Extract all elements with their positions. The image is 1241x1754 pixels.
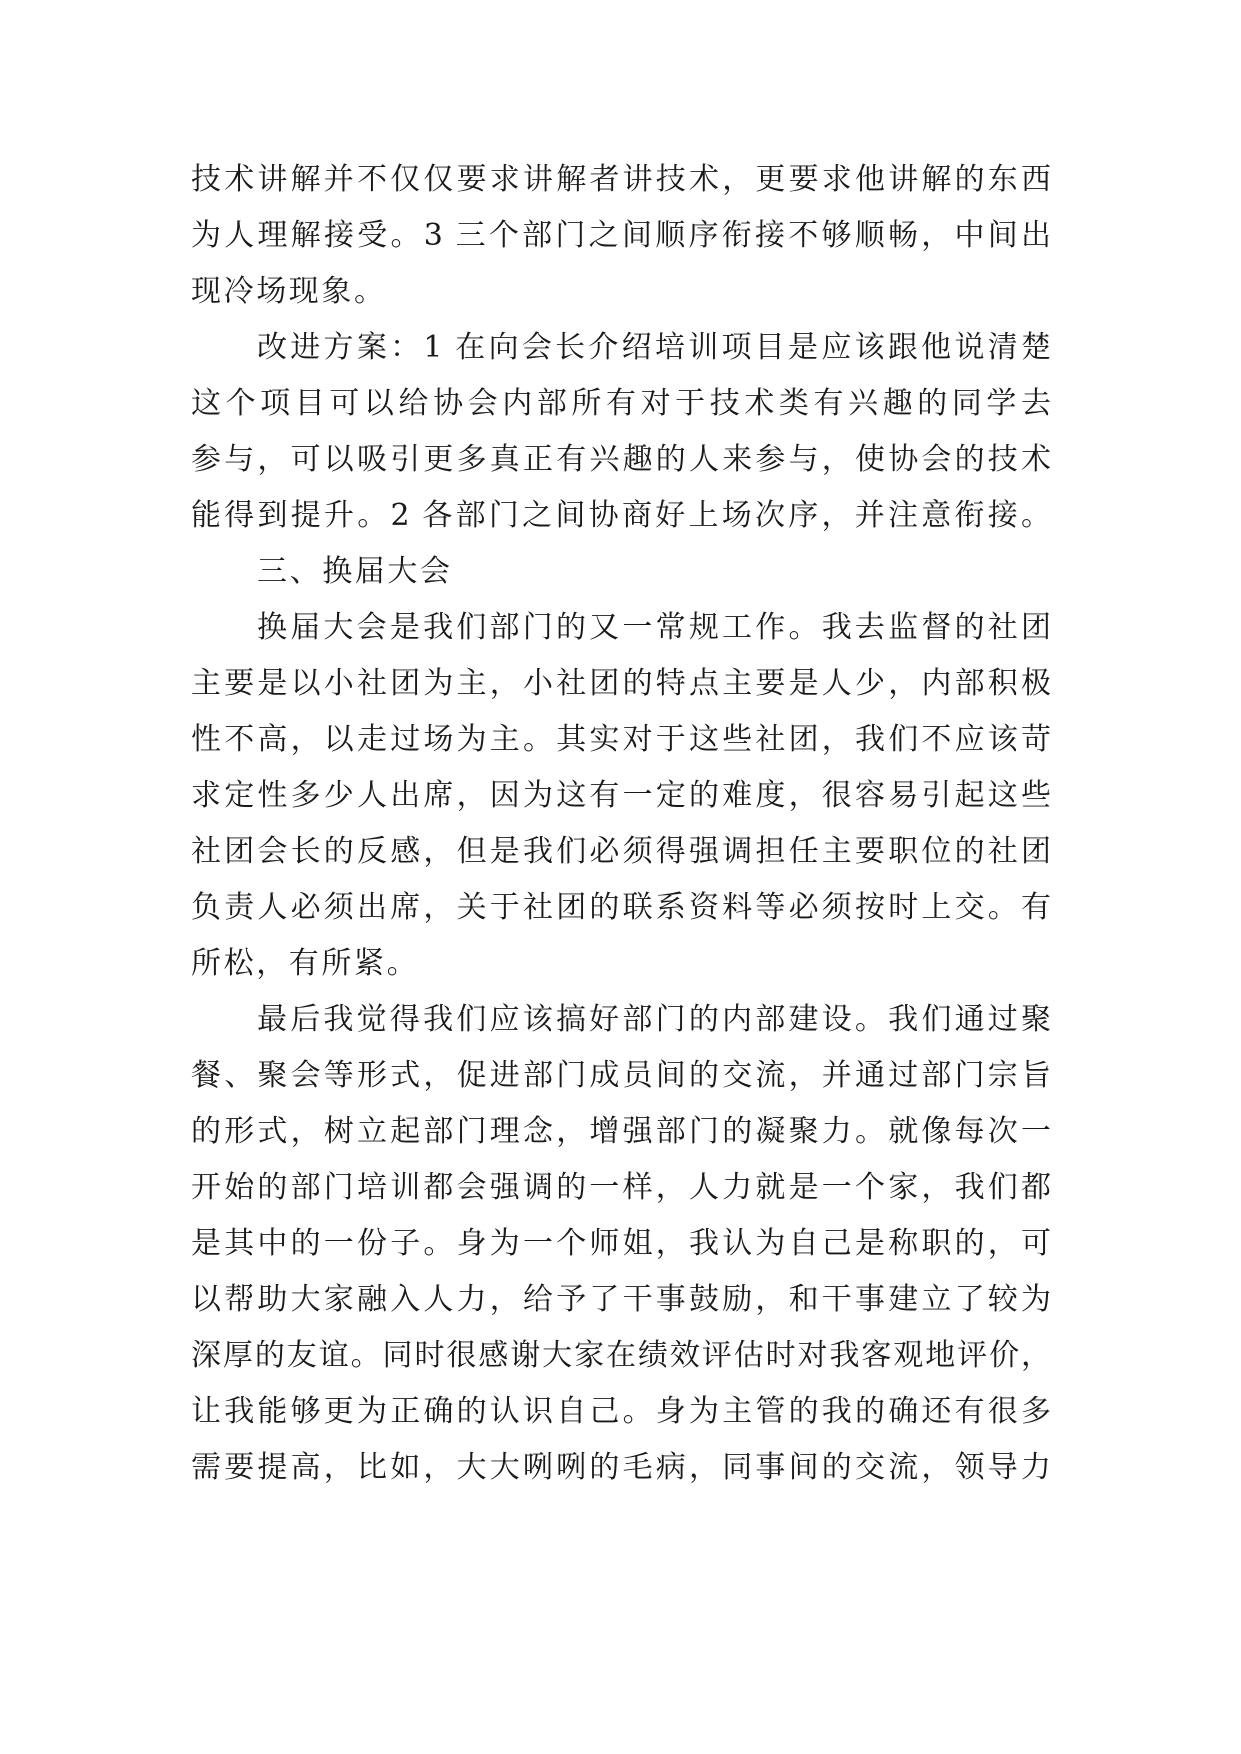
body-text: [191, 152, 1051, 1496]
paragraph-improvement-plan: [191, 320, 1051, 544]
text-line: 的形式，树立起部门理念，增强部门的凝聚力。就像每次一: [191, 1114, 1051, 1149]
text-line: 改进方案：1 在向会长介绍培训项目是应该跟他说清楚: [257, 330, 1051, 365]
text-line: 需要提高，比如，大大咧咧的毛病，同事间的交流，领导力: [191, 1450, 1051, 1485]
text-line: 为人理解接受。3 三个部门之间顺序衔接不够顺畅，中间出: [191, 218, 1051, 253]
paragraph-technical-explanation: [191, 152, 1051, 320]
text-line: 所松，有所紧。: [191, 946, 420, 981]
paragraph-internal-building: [191, 992, 1051, 1496]
paragraph-election-meeting: [191, 600, 1051, 992]
text-line: 性不高，以走过场为主。其实对于这些社团，我们不应该苛: [191, 722, 1051, 757]
text-line: 能得到提升。2 各部门之间协商好上场次序，并注意衔接。: [191, 498, 1051, 533]
text-line: 换届大会是我们部门的又一常规工作。我去监督的社团: [257, 610, 1051, 645]
text-line: 最后我觉得我们应该搞好部门的内部建设。我们通过聚: [257, 1002, 1051, 1037]
text-line: 现冷场现象。: [191, 274, 387, 309]
text-line: 深厚的友谊。同时很感谢大家在绩效评估时对我客观地评价，: [191, 1338, 1051, 1373]
text-line: 参与，可以吸引更多真正有兴趣的人来参与，使协会的技术: [191, 442, 1051, 477]
text-line: 是其中的一份子。身为一个师姐，我认为自己是称职的，可: [191, 1226, 1051, 1261]
text-line: 负责人必须出席，关于社团的联系资料等必须按时上交。有: [191, 890, 1051, 925]
section-heading: [191, 544, 1051, 600]
text-line: 求定性多少人出席，因为这有一定的难度，很容易引起这些: [191, 778, 1051, 813]
text-line: 开始的部门培训都会强调的一样，人力就是一个家，我们都: [191, 1170, 1051, 1205]
text-line: 主要是以小社团为主，小社团的特点主要是人少，内部积极: [191, 666, 1051, 701]
text-line: 技术讲解并不仅仅要求讲解者讲技术，更要求他讲解的东西: [191, 162, 1051, 197]
text-line: 餐、聚会等形式，促进部门成员间的交流，并通过部门宗旨: [191, 1058, 1051, 1093]
text-line: 这个项目可以给协会内部所有对于技术类有兴趣的同学去: [191, 386, 1051, 421]
text-line: 以帮助大家融入人力，给予了干事鼓励，和干事建立了较为: [191, 1282, 1051, 1317]
text-line: 社团会长的反感，但是我们必须得强调担任主要职位的社团: [191, 834, 1051, 869]
text-line: 让我能够更为正确的认识自己。身为主管的我的确还有很多: [191, 1394, 1051, 1429]
section-title: 三、换届大会: [257, 554, 453, 589]
